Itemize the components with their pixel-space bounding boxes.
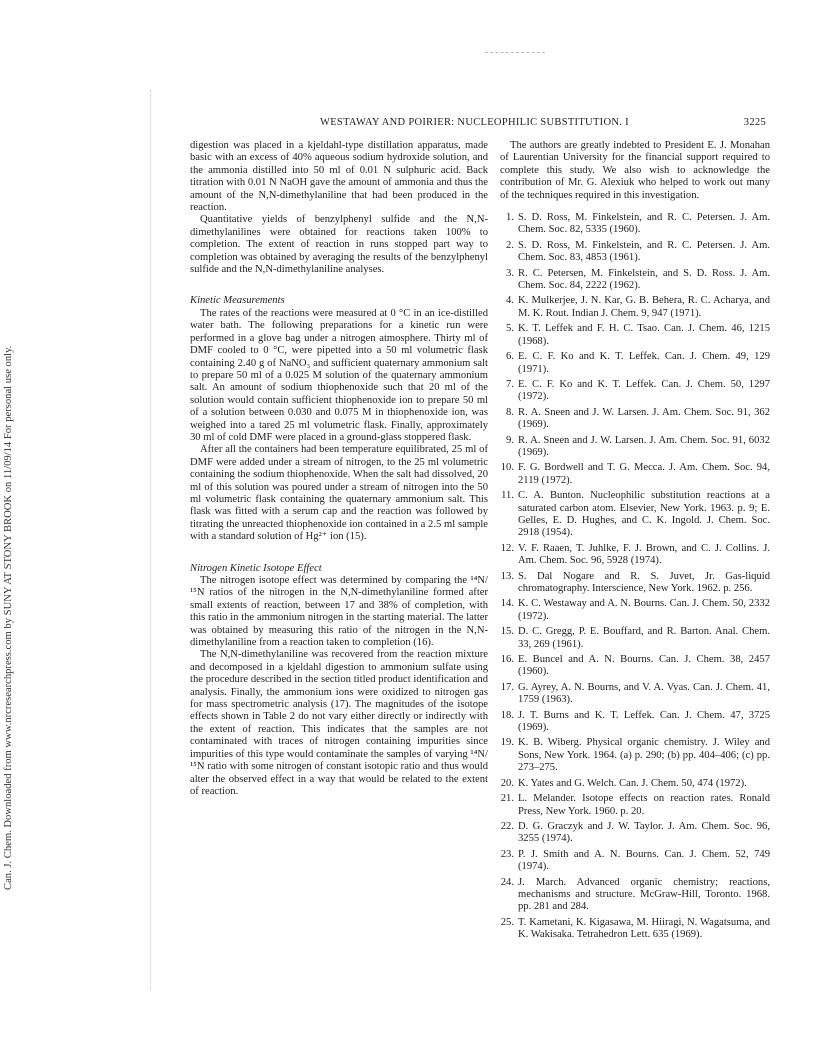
reference-number: 15. bbox=[500, 626, 514, 638]
reference-text: K. Mulkerjee, J. N. Kar, G. B. Behera, R. C. Acharya, and M. K. Rout. Indian J. Chem. 9, 947 (1971). bbox=[518, 295, 770, 319]
reference-item bbox=[500, 877, 770, 914]
reference-text: C. A. Bunton. Nucleophilic substitution reactions at a saturated carbon atom. Elsevier, New York. 1963. p. 9; E. Gelles, E. D. Hughes, and C. K. Ingold. J. Chem. Soc. 2918 (1954). bbox=[518, 490, 770, 539]
reference-item bbox=[500, 268, 770, 293]
reference-text: K. B. Wiberg. Physical organic chemistry. J. Wiley and Sons, New York. 1964. (a) p. 290; (b) pp. 404–406; (c) pp. 273–275. bbox=[518, 737, 770, 774]
reference-number: 6. bbox=[506, 351, 514, 363]
reference-item bbox=[500, 626, 770, 651]
reference-text: K. Yates and G. Welch. Can. J. Chem. 50, 474 (1972). bbox=[518, 777, 747, 789]
download-notice: Can. J. Chem. Downloaded from www.nrcresearchpress.com by SUNY AT STONY BROOK on 11/09/14 For personal use only. bbox=[3, 345, 14, 890]
reference-text: D. G. Graczyk and J. W. Taylor. J. Am. Chem. Soc. 96, 3255 (1974). bbox=[518, 820, 770, 845]
reference-text: J. March. Advanced organic chemistry; reactions, mechanisms and structure. McGraw-Hill, Toronto. 1968. pp. 281 and 284. bbox=[518, 876, 770, 913]
reference-number: 3. bbox=[506, 267, 514, 279]
section-heading: Kinetic Measurements bbox=[190, 295, 285, 307]
scan-smudge bbox=[485, 38, 545, 53]
reference-item bbox=[500, 793, 770, 818]
reference-item bbox=[500, 212, 770, 237]
acknowledgement: The authors are greatly indebted to President E. J. Monahan of Laurentian University for the financial support required to complete this study. We also wish to acknowledge the contribution of Mr. G. Alexiuk who helped to work out many of the techniques required in this investigation. bbox=[500, 140, 770, 201]
running-head bbox=[190, 117, 790, 131]
reference-item bbox=[500, 682, 770, 707]
reference-number: 16. bbox=[500, 654, 514, 666]
reference-number: 5. bbox=[506, 323, 514, 335]
reference-number: 20. bbox=[500, 777, 514, 789]
reference-item bbox=[500, 849, 770, 874]
reference-item bbox=[500, 737, 770, 774]
reference-number: 17. bbox=[500, 681, 514, 693]
reference-number: 23. bbox=[500, 848, 514, 860]
paragraph: After all the containers had been temperature equilibrated, 25 ml of DMF were added under a stream of nitrogen, to the 25 ml volumetric containing the sodium thiophenoxide. When the salt had dissolved, 20 ml of this solution was poured under a stream of nitrogen into the 50 ml volumetric flask containing the quaternary ammonium salt. This flask was fitted with a serum cap and the reaction was followed by titrating the unreacted thiophenoxide ion contained in a 2.5 ml sample with a standard solution of Hg²⁺ ion (15). bbox=[190, 444, 488, 543]
reference-text: F. G. Bordwell and T. G. Mecca. J. Am. Chem. Soc. 94, 2119 (1972). bbox=[518, 462, 770, 486]
reference-item bbox=[500, 407, 770, 432]
left-column bbox=[190, 140, 488, 798]
reference-list bbox=[500, 212, 770, 942]
reference-text: L. Melander. Isotope effects on reaction rates. Ronald Press, New York. 1960. p. 20. bbox=[518, 793, 770, 817]
reference-item bbox=[500, 571, 770, 596]
reference-item bbox=[500, 778, 770, 790]
reference-item bbox=[500, 323, 770, 348]
reference-item bbox=[500, 543, 770, 568]
reference-text: V. F. Raaen, T. Juhlke, F. J. Brown, and C. J. Collins. J. Am. Chem. Soc. 96, 5928 (1974). bbox=[518, 542, 770, 567]
section-heading: Nitrogen Kinetic Isotope Effect bbox=[190, 562, 322, 574]
reference-item bbox=[500, 821, 770, 846]
reference-number: 24. bbox=[500, 876, 514, 888]
reference-number: 8. bbox=[506, 406, 514, 418]
reference-text: K. T. Leffek and F. H. C. Tsao. Can. J. Chem. 46, 1215 (1968). bbox=[518, 323, 770, 347]
reference-text: D. C. Gregg, P. E. Bouffard, and R. Barton. Anal. Chem. 33, 269 (1961). bbox=[518, 626, 770, 650]
page-number: 3225 bbox=[743, 117, 766, 128]
reference-item bbox=[500, 490, 770, 540]
reference-number: 9. bbox=[506, 434, 514, 446]
reference-number: 4. bbox=[506, 295, 514, 307]
reference-text: G. Ayrey, A. N. Bourns, and V. A. Vyas. Can. J. Chem. 41, 1759 (1963). bbox=[518, 681, 770, 706]
reference-text: P. J. Smith and A. N. Bourns. Can. J. Chem. 52, 749 (1974). bbox=[518, 848, 770, 873]
reference-number: 12. bbox=[500, 542, 514, 554]
reference-item bbox=[500, 917, 770, 942]
reference-number: 18. bbox=[500, 709, 514, 721]
reference-number: 19. bbox=[500, 737, 514, 749]
reference-text: J. T. Burns and K. T. Leffek. Can. J. Chem. 47, 3725 (1969). bbox=[518, 709, 770, 734]
reference-number: 11. bbox=[501, 490, 514, 502]
reference-text: R. A. Sneen and J. W. Larsen. J. Am. Chem. Soc. 91, 6032 (1969). bbox=[518, 434, 770, 458]
reference-text: S. Dal Nogare and R. S. Juvet, Jr. Gas-liquid chromatography. Interscience, New York. 1962. p. 256. bbox=[518, 570, 770, 594]
reference-text: E. Buncel and A. N. Bourns. Can. J. Chem. 38, 2457 (1960). bbox=[518, 654, 770, 678]
reference-text: K. C. Westaway and A. N. Bourns. Can. J. Chem. 50, 2332 (1972). bbox=[518, 598, 770, 622]
reference-number: 10. bbox=[500, 462, 514, 474]
reference-text: R. A. Sneen and J. W. Larsen. J. Am. Chem. Soc. 91, 362 (1969). bbox=[518, 406, 770, 431]
reference-item bbox=[500, 598, 770, 623]
paragraph: The nitrogen isotope effect was determined by comparing the ¹⁴N/¹⁵N ratios of the nitrogen in the N,N-dimethylaniline formed after small extents of reaction, between 17 and 38% of completion, with this ratio in the ammonium nitrogen in the starting material. The latter was obtained by measuring this ratio of the nitrogen in the N,N-dimethylaniline from a reaction taken to completion (16). bbox=[190, 575, 488, 649]
reference-number: 1. bbox=[506, 212, 514, 224]
reference-text: S. D. Ross, M. Finkelstein, and R. C. Petersen. J. Am. Chem. Soc. 83, 4853 (1961). bbox=[518, 239, 770, 264]
reference-item bbox=[500, 379, 770, 404]
reference-item bbox=[500, 240, 770, 265]
reference-item bbox=[500, 351, 770, 376]
reference-number: 7. bbox=[506, 378, 514, 390]
reference-number: 2. bbox=[506, 239, 514, 251]
paragraph: The N,N-dimethylaniline was recovered from the reaction mixture and decomposed in a kjeldahl digestion to ammonium sulfate using the procedure described in the section titled product identification and analysis. Finally, the ammonium ions were oxidized to nitrogen gas for mass spectrometric analysis (17). The magnitudes of the isotope effects shown in Table 2 do not vary either directly or indirectly with the extent of reaction. This indicates that the samples are not contaminated with traces of nitrogen containing impurities since impurities of this type would contaminate the samples of varying ¹⁴N/¹⁵N ratio with some nitrogen of constant isotopic ratio and thus would alter the observed effect in a way that would be related to the extent of reaction. bbox=[190, 649, 488, 797]
reference-item bbox=[500, 462, 770, 487]
reference-number: 14. bbox=[500, 598, 514, 610]
reference-item bbox=[500, 654, 770, 679]
reference-item bbox=[500, 435, 770, 460]
reference-number: 25. bbox=[500, 916, 514, 928]
reference-number: 21. bbox=[500, 793, 514, 805]
reference-number: 22. bbox=[500, 820, 514, 832]
reference-text: E. C. F. Ko and K. T. Leffek. Can. J. Chem. 50, 1297 (1972). bbox=[518, 378, 770, 403]
reference-item bbox=[500, 295, 770, 320]
reference-text: R. C. Petersen, M. Finkelstein, and S. D. Ross. J. Am. Chem. Soc. 84, 2222 (1962). bbox=[518, 267, 770, 292]
right-column bbox=[500, 140, 770, 945]
reference-text: T. Kametani, K. Kigasawa, M. Hiiragi, N. Wagatsuma, and K. Wakisaka. Tetrahedron Lett. 635 (1969). bbox=[518, 916, 770, 941]
reference-text: E. C. F. Ko and K. T. Leffek. Can. J. Chem. 49, 129 (1971). bbox=[518, 351, 770, 375]
running-title: WESTAWAY AND POIRIER: NUCLEOPHILIC SUBSTITUTION. I bbox=[320, 117, 629, 128]
paragraph: digestion was placed in a kjeldahl-type distillation apparatus, made basic with an excess of 40% aqueous sodium hydroxide solution, and the ammonia distilled into 50 ml of 0.01 N sulphuric acid. Back titration with 0.01 N NaOH gave the amount of ammonia and thus the amount of the N,N-dimethylaniline that had been produced in the reaction. bbox=[190, 140, 488, 214]
reference-text: S. D. Ross, M. Finkelstein, and R. C. Petersen. J. Am. Chem. Soc. 82, 5335 (1960). bbox=[518, 212, 770, 236]
reference-item bbox=[500, 710, 770, 735]
paragraph: Quantitative yields of benzylphenyl sulfide and the N,N-dimethylanilines were obtained for reactions taken 100% to completion. The extent of reaction in runs stopped part way to completion was obtained by averaging the results of the benzylphenyl sulfide and the N,N-dimethylaniline analyses. bbox=[190, 214, 488, 276]
paragraph: The rates of the reactions were measured at 0 °C in an ice-distilled water bath. The following preparations for a kinetic run were performed in a glove bag under a nitrogen atmosphere. Thirty ml of DMF cooled to 0 °C, were pipetted into a 50 ml volumetric flask containing 2.40 g of NaNO₃ and sufficient quaternary ammonium salt to prepare 50 ml of a 0.025 M solution of the quaternary ammonium salt. An amount of sodium thiophenoxide such that 20 ml of the solution would contain sufficient thiophenoxide ion to prepare 50 ml of a solution between 0.030 and 0.075 M in thiophenoxide ion, was weighed into a tared 25 ml volumetric flask. Finally, approximately 30 ml of cold DMF were placed in a ground-glass stoppered flask. bbox=[190, 307, 488, 443]
download-watermark bbox=[0, 250, 40, 890]
margin-rule bbox=[150, 90, 151, 990]
reference-number: 13. bbox=[500, 570, 514, 582]
